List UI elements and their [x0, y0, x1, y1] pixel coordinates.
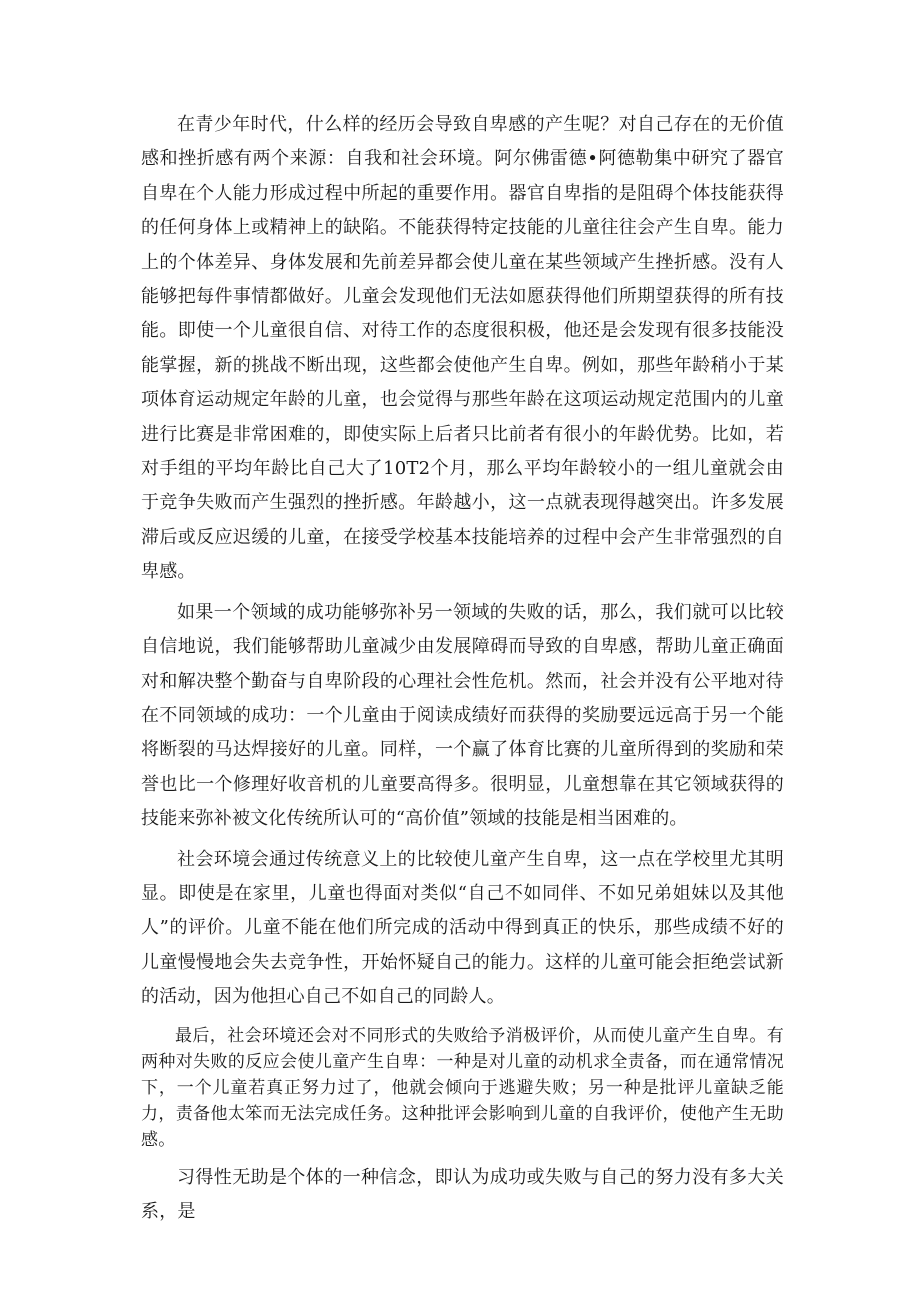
paragraph-inferiority-sources: 在青少年时代，什么样的经历会导致自卑感的产生呢？对自己存在的无价值感和挫折感有两个来源：自我和社会环境。阿尔佛雷德•阿德勒集中研究了器官自卑在个人能力形成过程中所起的重要作用。器官自卑指的是阻碍个体技能获得的任何身体上或精神上的缺陷。不能获得特定技能的儿童往往会产生自卑。能力上的个体差异、身体发展和先前差异都会使儿童在某些领域产生挫折感。没有人能够把每件事情都做好。儿童会发现他们无法如愿获得他们所期望获得的所有技能。即使一个儿童很自信、对待工作的态度很积极，他还是会发现有很多技能没能掌握，新的挑战不断出现，这些都会使他产生自卑。例如，那些年龄稍小于某项体育运动规定年龄的儿童，也会觉得与那些年龄在这项运动规定范围内的儿童进行比赛是非常困难的，即使实际上后者只比前者有很小的年龄优势。比如，若对手组的平均年龄比自己大了10T2个月，那么平均年龄较小的一组儿童就会由于竞争失败而产生强烈的挫折感。年龄越小，这一点就表现得越突出。许多发展滞后或反应迟缓的儿童，在接受学校基本技能培养的过程中会产生非常强烈的自卑感。 [141, 114, 784, 583]
paragraph-social-comparison: 社会环境会通过传统意义上的比较使儿童产生自卑，这一点在学校里尤其明显。即使是在家里，儿童也得面对类似“自己不如同伴、不如兄弟姐妹以及其他人”的评价。儿童不能在他们所完成的活动中得到真正的快乐，那些成绩不好的儿童慢慢地会失去竞争性，开始怀疑自己的能力。这样的儿童可能会拒绝尝试新的活动，因为他担心自己不如自己的同龄人。 [141, 848, 784, 1008]
paragraph-failure-evaluation: 最后，社会环境还会对不同形式的失败给予消极评价，从而使儿童产生自卑。有两种对失败的反应会使儿童产生自卑：一种是对儿童的动机求全责备，而在通常情况下，一个儿童若真正努力过了，他就会倾向于逃避失败；另一种是批评儿童缺乏能力，责备他太笨而无法完成任务。这种批评会影响到儿童的自我评价，使他产生无助感。 [141, 1025, 784, 1150]
document-body [141, 108, 784, 1229]
paragraph-learned-helplessness: 习得性无助是个体的一种信念，即认为成功或失败与自己的努力没有多大关系，是 [141, 1166, 784, 1222]
paragraph-compensation: 如果一个领域的成功能够弥补另一领域的失败的话，那么，我们就可以比较自信地说，我们能够帮助儿童减少由发展障碍而导致的自卑感，帮助儿童正确面对和解决整个勤奋与自卑阶段的心理社会性危机。然而，社会并没有公平地对待在不同领域的成功：一个儿童由于阅读成绩好而获得的奖励要远远高于另一个能将断裂的马达焊接好的儿童。同样，一个赢了体育比赛的儿童所得到的奖励和荣誉也比一个修理好收音机的儿童要高得多。很明显，儿童想靠在其它领域获得的技能来弥补被文化传统所认可的“高价值”领域的技能是相当困难的。 [141, 601, 784, 830]
